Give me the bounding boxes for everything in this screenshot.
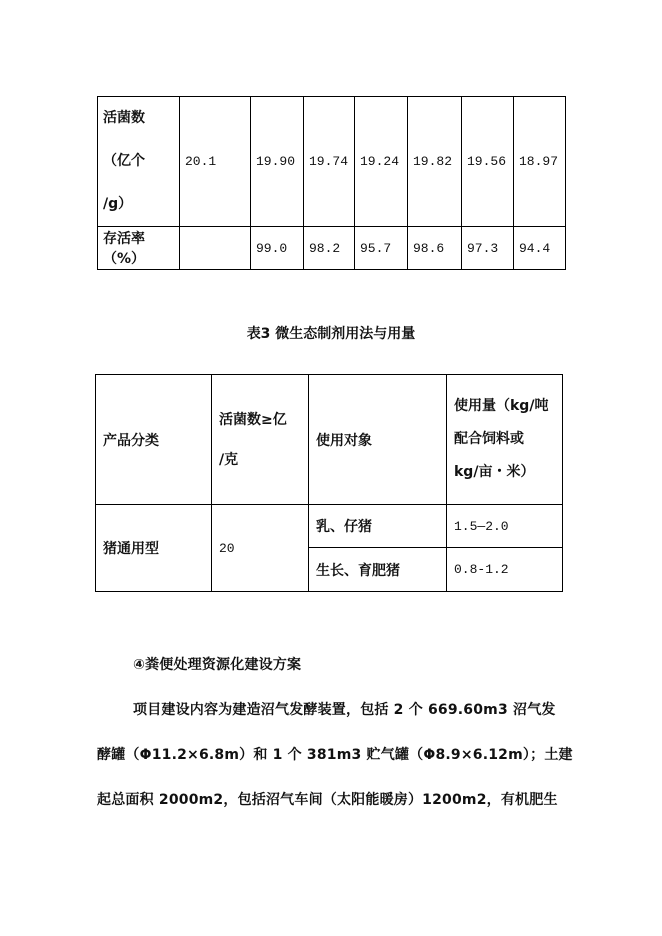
table-row (98, 97, 566, 227)
table-cell: 19.74 (304, 97, 355, 227)
section-heading: ④粪便处理资源化建设方案 (133, 657, 302, 673)
table-caption: 表3 微生态制剂用法与用量 (246, 326, 416, 342)
label-line: （亿个 (103, 153, 145, 169)
product-cell: 猪通用型 (96, 505, 212, 592)
table-cell: 95.7 (355, 227, 408, 270)
table-cell: 99.0 (251, 227, 304, 270)
count-cell: 20 (212, 505, 309, 592)
header-line: 配合饲料或 (454, 431, 524, 447)
dosage-cell: 1.5—2.0 (447, 505, 563, 548)
header-viable-count (212, 375, 309, 505)
row-label-viable-count (98, 97, 180, 227)
table-row (96, 505, 563, 548)
table-cell: 19.82 (408, 97, 462, 227)
table-cell: 19.24 (355, 97, 408, 227)
table-cell: 98.6 (408, 227, 462, 270)
table-cell: 19.56 (462, 97, 514, 227)
target-cell: 生长、育肥猪 (309, 548, 447, 592)
data-table-continued (97, 96, 566, 270)
table-cell: 98.2 (304, 227, 355, 270)
header-line: 使用量（kg/吨 (454, 398, 549, 414)
paragraph-line: 起总面积 2000m2，包括沼气车间（太阳能暖房）1200m2，有机肥生 (97, 792, 558, 808)
paragraph-line: 项目建设内容为建造沼气发酵装置，包括 2 个 669.60m3 沼气发 (133, 702, 556, 718)
header-line: 活菌数≥亿 (219, 411, 287, 428)
table-header-row (96, 375, 563, 505)
table-cell: 18.97 (514, 97, 566, 227)
header-dosage (447, 375, 563, 505)
header-line: kg/亩・米） (454, 464, 535, 480)
table-cell: 97.3 (462, 227, 514, 270)
row-label-survival-rate: 存活率（%） (98, 227, 180, 270)
label-line: 活菌数 (103, 110, 145, 126)
table-cell (180, 227, 251, 270)
header-product-category: 产品分类 (96, 375, 212, 505)
table-cell: 19.90 (251, 97, 304, 227)
table-cell: 20.1 (180, 97, 251, 227)
header-line: /克 (219, 451, 239, 468)
paragraph-line: 酵罐（Φ11.2×6.8m）和 1 个 381m3 贮气罐（Φ8.9×6.12m）；土建 (97, 747, 573, 763)
target-cell: 乳、仔猪 (309, 505, 447, 548)
table-cell: 94.4 (514, 227, 566, 270)
table-row (98, 227, 566, 270)
dosage-cell: 0.8-1.2 (447, 548, 563, 592)
label-line: /g） (103, 196, 133, 212)
usage-dosage-table (95, 374, 563, 592)
header-target: 使用对象 (309, 375, 447, 505)
